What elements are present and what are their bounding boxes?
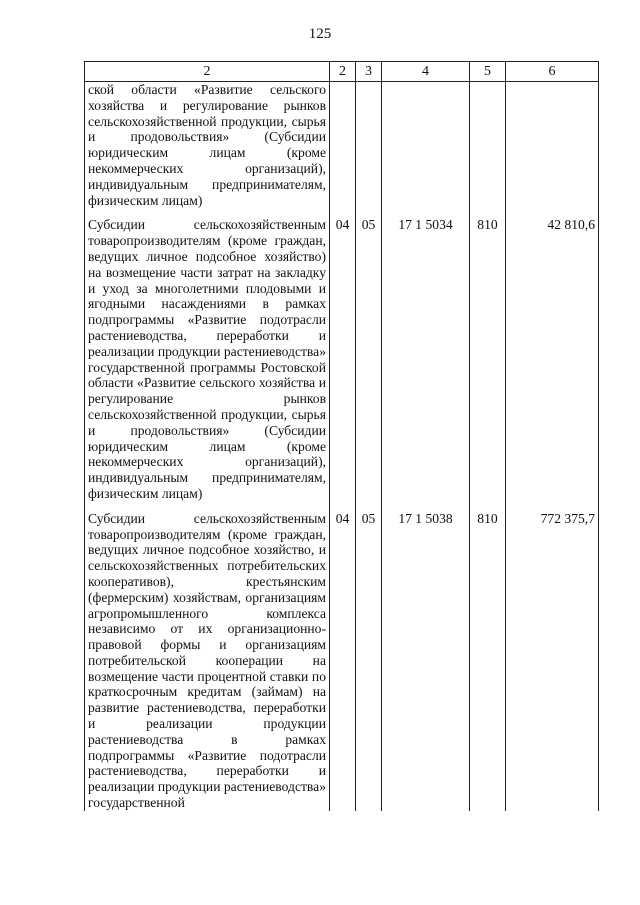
row-section xyxy=(330,82,356,209)
row-amount: 772 375,7 xyxy=(506,511,599,811)
budget-table xyxy=(84,61,599,811)
row-expense-type xyxy=(470,82,506,209)
row-subsection xyxy=(356,82,382,209)
header-col-amount: 6 xyxy=(506,62,599,82)
table-header xyxy=(85,62,599,82)
table-row xyxy=(85,217,599,501)
header-row xyxy=(85,62,599,82)
table-row xyxy=(85,511,599,811)
table-body xyxy=(85,82,599,811)
row-spacer xyxy=(85,502,599,511)
header-col-subsection: 3 xyxy=(356,62,382,82)
row-expense-type: 810 xyxy=(470,511,506,811)
row-amount: 42 810,6 xyxy=(506,217,599,501)
row-expense-type: 810 xyxy=(470,217,506,501)
table-row xyxy=(85,82,599,209)
row-target-article xyxy=(382,82,470,209)
row-target-article: 17 1 5034 xyxy=(382,217,470,501)
page-number: 125 xyxy=(308,26,332,42)
row-spacer xyxy=(85,208,599,217)
header-col-expense-type: 5 xyxy=(470,62,506,82)
row-description: Субсидии сельскохозяйственным товаропроизводителям (кроме граждан, ведущих личное подсобное хозяйство) на возмещение части затрат на закладку и уход за многолетними плодовыми и ягодными насаждениями в рамках подпрограммы «Развитие подотрасли растениеводства, переработки и реализации продукции растениеводства» государственной программы Ростовской области «Развитие сельского хозяйства и регулирование рынков сельскохозяйственной продукции, сырья и продовольствия» (Субсидии юридическим лицам (кроме некоммерческих организаций), индивидуальным предпринимателям, физическим лицам) xyxy=(85,217,330,501)
header-col-target-article: 4 xyxy=(382,62,470,82)
row-section: 04 xyxy=(330,511,356,811)
row-description: ской области «Развитие сельского хозяйства и регулирование рынков сельскохозяйственной продукции, сырья и продовольствия» (Субсидии юридическим лицам (кроме некоммерческих организаций), индивидуальным предпринимателям, физическим лицам) xyxy=(85,82,330,209)
row-description: Субсидии сельскохозяйственным товаропроизводителям (кроме граждан, ведущих личное подсобное хозяйство, и сельскохозяйственных потребительских кооперативов), крестьянским (фермерским) хозяйствам, организациям агропромышленного комплекса независимо от их организационно-правовой формы и организациям потребительской кооперации на возмещение части процентной ставки по краткосрочным кредитам (займам) на развитие растениеводства, переработки и реализации продукции растениеводства в рамках подпрограммы «Развитие подотрасли растениеводства, переработки и реализации продукции растениеводства» государственной xyxy=(85,511,330,811)
row-section: 04 xyxy=(330,217,356,501)
header-col-section: 2 xyxy=(330,62,356,82)
header-col-description: 2 xyxy=(85,62,330,82)
row-subsection: 05 xyxy=(356,511,382,811)
row-target-article: 17 1 5038 xyxy=(382,511,470,811)
row-subsection: 05 xyxy=(356,217,382,501)
row-amount xyxy=(506,82,599,209)
